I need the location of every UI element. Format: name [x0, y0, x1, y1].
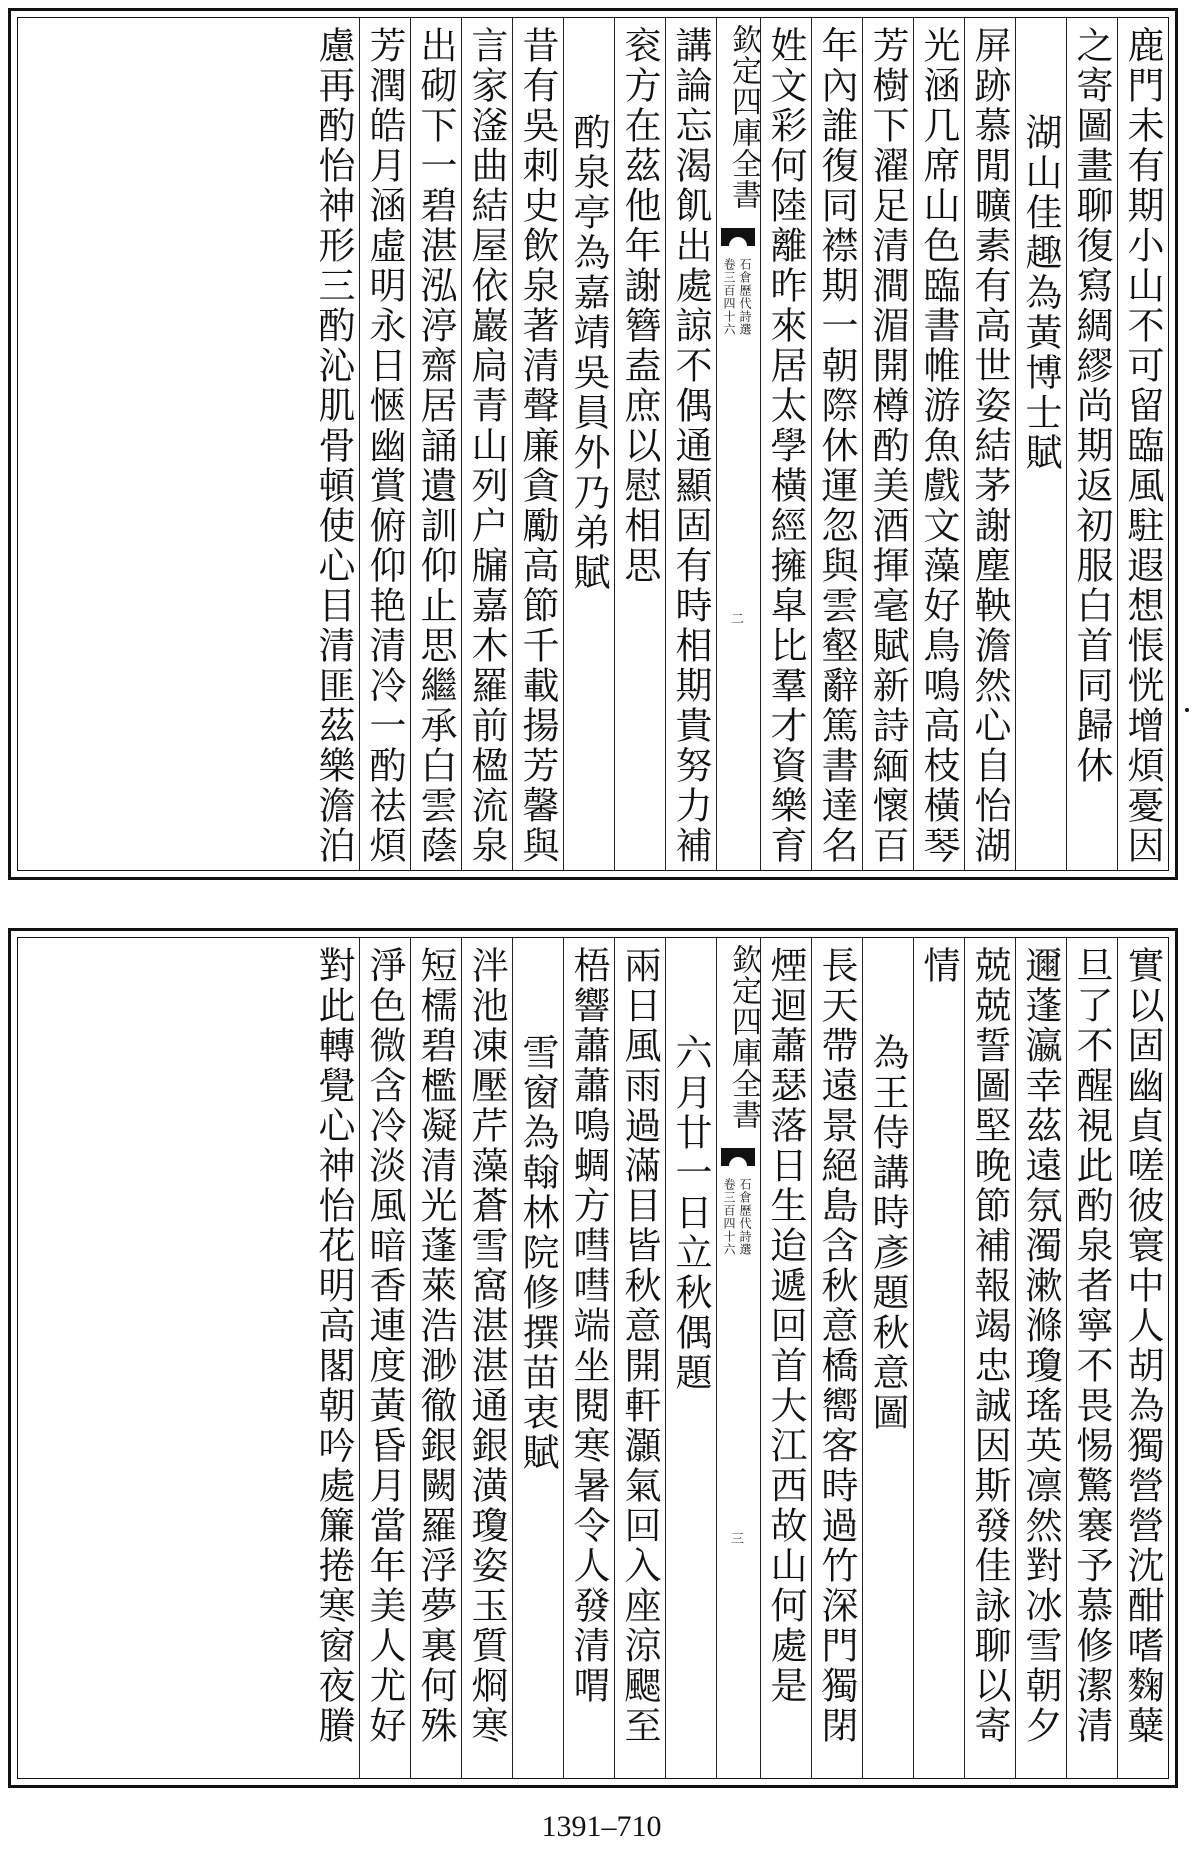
- fishtail-mark-icon: [721, 1148, 755, 1166]
- book-title: 欽定四庫全書: [726, 24, 761, 210]
- page-number: 二: [731, 612, 745, 627]
- poem-title: 酌泉亭為嘉靖吳員外乃弟賦: [563, 18, 614, 870]
- collection-title: 石倉歷代詩選: [738, 258, 752, 336]
- text-column: 年內誰復同襟期一朝際休運忽與雲壑辭篤書達名: [811, 18, 862, 870]
- text-column: 屏跡慕閒曠素有高世姿結茅謝塵鞅澹然心自怡湖: [964, 18, 1015, 870]
- text-column: 光涵几席山色臨書帷游魚戲文藻好鳥鳴高枝橫琴: [913, 18, 964, 870]
- text-column: 淨色微含冷淡風暗香連度黃昏月當年美人尤好: [359, 938, 410, 1778]
- text-column: 昔有吳刺史飲泉著清聲廉貪勵高節千載揚芳馨與: [512, 18, 563, 870]
- text-column: 言家滏曲結屋依巖扃青山列户牖嘉木羅前楹流泉: [461, 18, 512, 870]
- poem-title: 雪窗為翰林院修撰苗衷賦: [512, 938, 563, 1778]
- text-column: 芳潤皓月涵虛明永日愜幽賞俯仰艳清冷一酌祛煩: [359, 18, 410, 870]
- text-column: 之寄圖畫聊復寫綢繆尚期返初服白首同歸休: [1066, 18, 1117, 870]
- text-column: 梧響蕭蕭鳴蜩方嘒嘒端坐閱寒暑令人發清喟: [563, 938, 614, 1778]
- center-fold: [716, 18, 760, 870]
- top-page-columns: [18, 18, 1168, 870]
- top-page: [8, 8, 1178, 880]
- collection-title: 石倉歷代詩選: [738, 1178, 752, 1256]
- volume-number: 卷三百四十六: [722, 258, 736, 336]
- text-column: 旦了不醒視此酌泉者寧不畏惕驚褰予慕修潔清: [1066, 938, 1117, 1778]
- text-column: 對此轉覺心神怡花明高閣朝吟處簾捲寒窗夜賸: [312, 946, 355, 1746]
- scan-speck: [1185, 708, 1189, 712]
- text-column: 泮池凍壓芹藻蒼雪窩湛湛通銀潢瓊姿玉質烱寒: [461, 938, 512, 1778]
- text-column: 長天帶遠景絕島含秋意橋嚮客時過竹深門獨閉: [811, 938, 862, 1778]
- text-column: 姓文彩何陸離昨來居太學橫經擁皐比羣才資樂育: [760, 18, 811, 870]
- bottom-page: [8, 928, 1178, 1788]
- text-column: 出砌下一碧湛泓渟齋居誦遺訓仰止思繼承白雲蔭: [410, 18, 461, 870]
- text-column: 衮方在茲他年謝簪盍庶以慰相思: [614, 18, 665, 870]
- page-number: 三: [731, 1532, 745, 1547]
- poem-title: 為王侍講時彥題秋意圖: [862, 938, 913, 1778]
- poem-title: 六月廿一日立秋偶題: [665, 938, 716, 1778]
- top-page-frame: [17, 17, 1169, 871]
- fishtail-mark-icon: [721, 228, 755, 246]
- text-column: 短檽碧檻凝清光蓬萊浩渺徹銀闕羅浮夢裏何殊: [410, 938, 461, 1778]
- page-footer-number: 1391–710: [541, 1810, 662, 1843]
- text-column: 煙迴蕭瑟落日生迨遞回首大江西故山何處是: [760, 938, 811, 1778]
- text-column: 鹿門未有期小山不可留臨風駐遐想悵恍增煩憂因: [1117, 18, 1168, 870]
- volume-number: 卷三百四十六: [722, 1178, 736, 1256]
- bottom-page-columns: [18, 938, 1168, 1778]
- text-column: 兩日風雨過滿目皆秋意開軒灝氣回入座涼颸至: [614, 938, 665, 1778]
- poem-title: 湖山佳趣為黃博士賦: [1015, 18, 1066, 870]
- text-column: 講論忘渴飢出處諒不偶通顯固有時相期貴努力補: [665, 18, 716, 870]
- text-column: 實以固幽貞嗟彼寰中人胡為獨營營沈酣嗜麴糵: [1117, 938, 1168, 1778]
- text-column: 芳樹下濯足清澗湄開樽酌美酒揮毫賦新詩緬懷百: [862, 18, 913, 870]
- text-column: 慮再酌怡神形三酌沁肌骨頓使心目清匪茲樂澹泊: [312, 26, 355, 866]
- bottom-page-frame: [17, 937, 1169, 1779]
- text-column: 邇蓬瀛幸茲遠氛濁漱滌瓊瑤英凛然對冰雪朝夕: [1015, 938, 1066, 1778]
- text-column: 兢兢誓圖堅晚節補報竭忠誠因斯發佳詠聊以寄: [964, 938, 1015, 1778]
- center-fold: [716, 938, 760, 1778]
- text-column: 情: [913, 938, 964, 1778]
- book-title: 欽定四庫全書: [726, 944, 761, 1130]
